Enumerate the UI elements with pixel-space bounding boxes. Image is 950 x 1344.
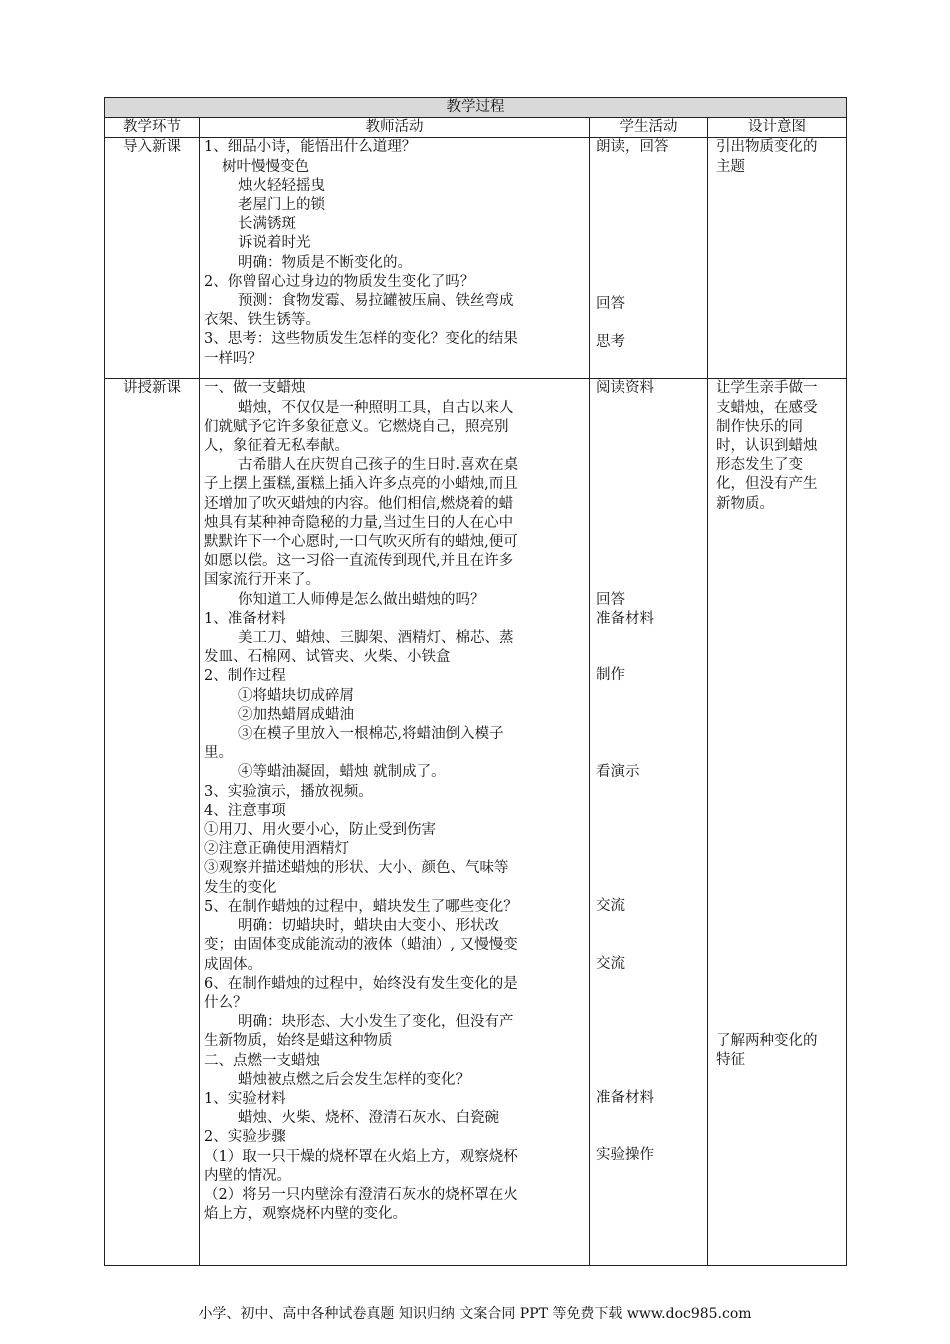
text-line: ③观察并描述蜡烛的形状、大小、颜色、气味等	[204, 860, 509, 877]
text-line: 内壁的情况。	[204, 1167, 291, 1184]
text-line: 特征	[716, 1052, 745, 1069]
student-cell	[590, 379, 708, 1266]
text-line: 思考	[596, 333, 625, 350]
text-line: （2）将另一只内壁涂有澄清石灰水的烧杯罩在火	[204, 1186, 518, 1203]
text-line: 诉说着时光	[238, 235, 311, 252]
text-line: 老屋门上的锁	[238, 197, 325, 214]
text-line: 蜡烛被点燃之后会发生怎样的变化？	[238, 1071, 470, 1088]
text-line: 阅读资料	[596, 380, 654, 397]
text-line: 准备材料	[596, 610, 654, 627]
text-line: 让学生亲手做一	[716, 380, 818, 397]
text-line: 国家流行开来了。	[204, 572, 320, 589]
text-line: 3、思考：这些物质发生怎样的变化？变化的结果	[204, 331, 518, 348]
text-line: 回答	[596, 295, 625, 312]
text-line: 明确：块形态、大小发生了变化，但没有产	[238, 1014, 514, 1031]
text-line: 2、你曾留心过身边的物质发生变化了吗？	[204, 273, 475, 290]
text-line: 1、实验材料	[204, 1090, 286, 1107]
text-line: 焰上方，观察烧杯内壁的变化。	[204, 1206, 407, 1223]
intent-cell	[708, 138, 847, 379]
text-line: 2、实验步骤	[204, 1129, 286, 1146]
text-line: 支蜡烛，在感受	[716, 399, 818, 416]
student-cell	[590, 138, 708, 379]
text-line: 成固体。	[204, 956, 262, 973]
text-line: 交流	[596, 898, 625, 915]
teacher-cell	[200, 379, 590, 1266]
text-line: 什么？	[204, 994, 248, 1011]
text-line: 形态发生了变	[716, 457, 803, 474]
text-line: 3、实验演示，播放视频。	[204, 783, 373, 800]
text-line: 变；由固体变成能流动的液体（蜡油）, 又慢慢变	[204, 937, 518, 954]
text-line: 了解两种变化的	[716, 1032, 818, 1049]
text-line: 主题	[716, 158, 745, 175]
text-line: 预测：食物发霉、易拉罐被压扁、铁丝弯成	[238, 293, 514, 310]
text-line: 时，认识到蜡烛	[716, 438, 818, 455]
text-line: 一、做一支蜡烛	[204, 380, 306, 397]
text-line: 烛火轻轻摇曳	[238, 177, 325, 194]
header-student: 学生活动	[590, 118, 708, 138]
text-line: 树叶慢慢变色	[222, 158, 309, 175]
header-teacher: 教师活动	[200, 118, 590, 138]
text-line: 子上摆上蛋糕,蛋糕上插入许多点亮的小蜡烛,而且	[204, 476, 518, 493]
text-line: 一样吗？	[204, 350, 262, 367]
text-line: 烛具有某种神奇隐秘的力量,当过生日的人在心中	[204, 514, 514, 531]
text-line: 化，但没有产生	[716, 476, 818, 493]
text-line: 古希腊人在庆贺自己孩子的生日时.喜欢在桌	[238, 457, 519, 474]
table-row	[105, 379, 847, 1266]
text-line: 长满锈斑	[238, 216, 296, 233]
text-line: 1、细品小诗，能悟出什么道理？	[204, 139, 417, 156]
text-line: 交流	[596, 955, 625, 972]
text-line: 6、在制作蜡烛的过程中，始终没有发生变化的是	[204, 975, 518, 992]
intent-cell	[708, 379, 847, 1266]
table-header-row	[105, 118, 847, 138]
text-line: 默默许下一个心愿时,一口气吹灭所有的蜡烛,便可	[204, 534, 518, 551]
text-line: 回答	[596, 591, 625, 608]
text-line: 发生的变化	[204, 879, 277, 896]
text-line: 准备材料	[596, 1089, 654, 1106]
teacher-cell	[200, 138, 590, 379]
text-line: 发皿、石棉网、试管夹、火柴、小铁盒	[204, 649, 451, 666]
text-line: 如愿以偿。这一习俗一直流传到现代,并且在许多	[204, 553, 514, 570]
text-line: 蜡烛、火柴、烧杯、澄清石灰水、白瓷碗	[238, 1110, 499, 1127]
text-line: 4、注意事项	[204, 802, 286, 819]
text-line: 二、点燃一支蜡烛	[204, 1052, 320, 1069]
text-line: 里。	[204, 745, 233, 762]
text-line: 人，象征着无私奉献。	[204, 438, 349, 455]
text-line: 明确：物质是不断变化的。	[238, 254, 412, 271]
table-title-row	[105, 98, 847, 118]
text-line: ①将蜡块切成碎屑	[238, 687, 354, 704]
teaching-process-table	[104, 97, 847, 1266]
text-line: 明确：切蜡块时，蜡块由大变小、形状改	[238, 918, 499, 935]
text-line: 看演示	[596, 764, 640, 781]
text-line: 引出物质变化的	[716, 139, 818, 156]
text-line: 蜡烛，不仅仅是一种照明工具，自古以来人	[238, 399, 514, 416]
text-line: 2、制作过程	[204, 668, 286, 685]
text-line: （1）取一只干燥的烧杯罩在火焰上方，观察烧杯	[204, 1148, 518, 1165]
text-line: ①用刀、用火要小心，防止受到伤害	[204, 822, 436, 839]
text-line: 5、在制作蜡烛的过程中，蜡块发生了哪些变化？	[204, 898, 518, 915]
page-footer: 小学、初中、高中各种试卷真题 知识归纳 文案合同 PPT 等免费下载 www.doc985.com	[198, 1306, 752, 1322]
text-line: 们就赋予它许多象征意义。它燃烧自己，照亮别	[204, 418, 509, 435]
table-row	[105, 138, 847, 379]
text-line: 1、准备材料	[204, 610, 286, 627]
header-stage: 教学环节	[105, 118, 200, 138]
text-line: 生新物质，始终是蜡这种物质	[204, 1033, 393, 1050]
text-line: 衣架、铁生锈等。	[204, 312, 320, 329]
stage-cell: 导入新课	[105, 138, 200, 379]
text-line: 制作快乐的同	[716, 418, 803, 435]
text-line: ③在模子里放入一根棉芯,将蜡油倒入模子	[238, 726, 504, 743]
header-intent: 设计意图	[708, 118, 847, 138]
table-title: 教学过程	[105, 98, 847, 118]
text-line: 还增加了吹灭蜡烛的内容。他们相信,燃烧着的蜡	[204, 495, 514, 512]
text-line: 实验操作	[596, 1147, 654, 1164]
text-line: ②注意正确使用酒精灯	[204, 841, 349, 858]
text-line: 新物质。	[716, 495, 774, 512]
stage-cell: 讲授新课	[105, 379, 200, 1266]
text-line: ④等蜡油凝固，蜡烛 就制成了。	[238, 764, 446, 781]
text-line: 制作	[596, 667, 625, 684]
text-line: 朗读，回答	[596, 139, 669, 156]
text-line: 你知道工人师傅是怎么做出蜡烛的吗？	[238, 591, 485, 608]
text-line: 美工刀、蜡烛、三脚架、酒精灯、棉芯、蒸	[238, 630, 514, 647]
text-line: ②加热蜡屑成蜡油	[238, 706, 354, 723]
